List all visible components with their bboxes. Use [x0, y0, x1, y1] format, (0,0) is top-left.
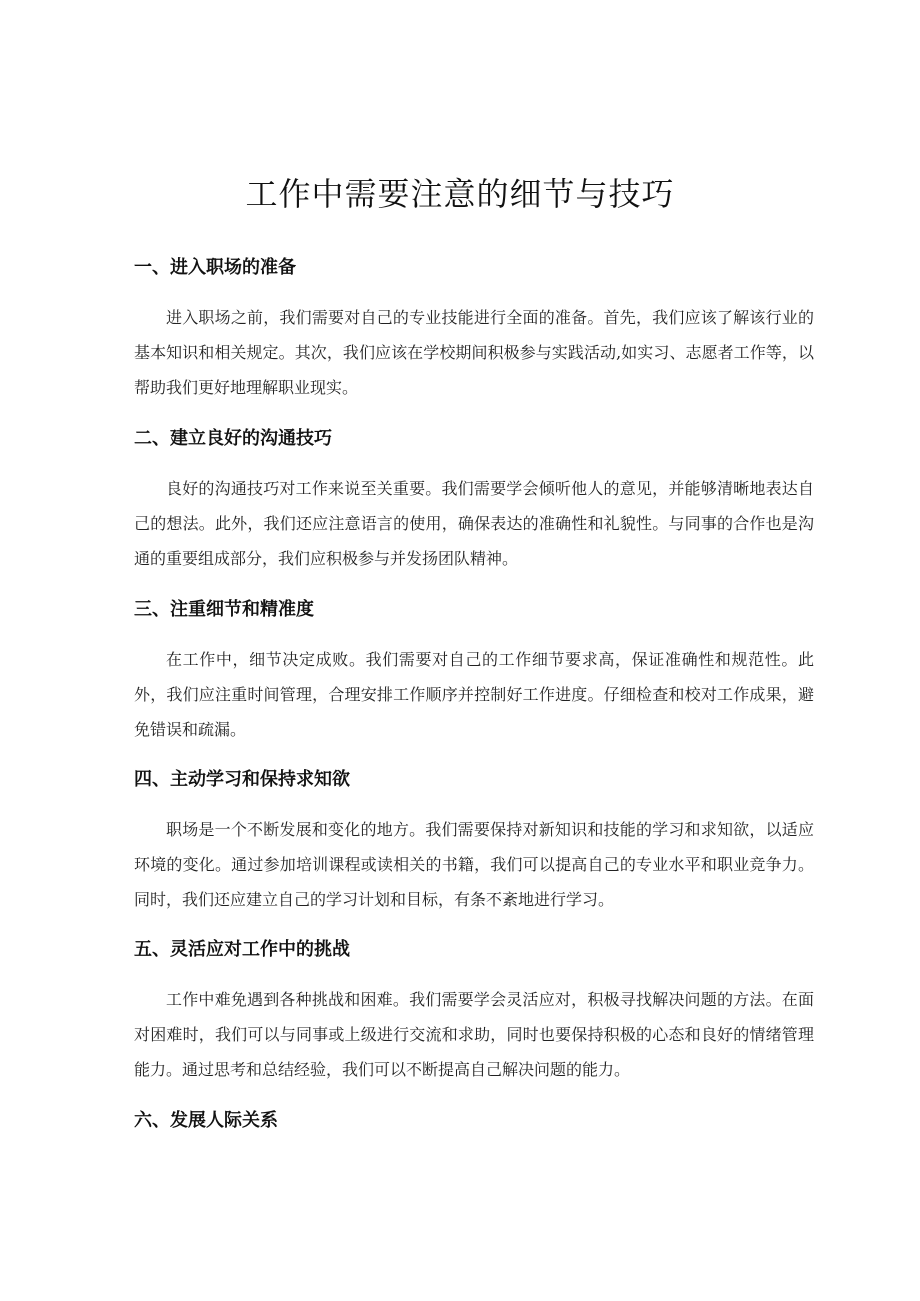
section-paragraph: 职场是一个不断发展和变化的地方。我们需要保持对新知识和技能的学习和求知欲，以适应环境的变化。通过参加培训课程或读相关的书籍，我们可以提高自己的专业水平和职业竞争力。同时，我们还应建立自己的学习计划和目标，有条不紊地进行学习。 — [134, 820, 814, 909]
section-paragraph: 良好的沟通技巧对工作来说至关重要。我们需要学会倾听他人的意见，并能够清晰地表达自己的想法。此外，我们还应注意语言的使用，确保表达的准确性和礼貌性。与同事的合作也是沟通的重要组成部分，我们应积极参与并发扬团队精神。 — [134, 479, 814, 568]
section-interpersonal-relations — [134, 1108, 814, 1134]
document-title: 工作中需要注意的细节与技巧 — [245, 175, 675, 213]
section-heading: 四、主动学习和保持求知欲 — [134, 769, 350, 790]
section-career-preparation — [134, 255, 814, 405]
section-details-precision — [134, 597, 814, 747]
section-heading: 一、进入职场的准备 — [134, 257, 296, 278]
section-paragraph: 进入职场之前，我们需要对自己的专业技能进行全面的准备。首先，我们应该了解该行业的基本知识和相关规定。其次，我们应该在学校期间积极参与实践活动,如实习、志愿者工作等，以帮助我们更好地理解职业现实。 — [134, 308, 814, 397]
section-communication-skills — [134, 426, 814, 576]
section-heading: 三、注重细节和精准度 — [134, 599, 314, 620]
section-handling-challenges — [134, 937, 814, 1087]
section-paragraph: 工作中难免遇到各种挑战和困难。我们需要学会灵活应对，积极寻找解决问题的方法。在面对困难时，我们可以与同事或上级进行交流和求助，同时也要保持积极的心态和良好的情绪管理能力。通过思考和总结经验，我们可以不断提高自己解决问题的能力。 — [134, 990, 814, 1079]
section-heading: 二、建立良好的沟通技巧 — [134, 428, 332, 449]
section-paragraph: 在工作中，细节决定成败。我们需要对自己的工作细节要求高，保证准确性和规范性。此外，我们应注重时间管理，合理安排工作顺序并控制好工作进度。仔细检查和校对工作成果，避免错误和疏漏。 — [134, 650, 814, 739]
section-active-learning — [134, 767, 814, 917]
section-heading: 六、发展人际关系 — [134, 1110, 278, 1131]
section-heading: 五、灵活应对工作中的挑战 — [134, 939, 350, 960]
